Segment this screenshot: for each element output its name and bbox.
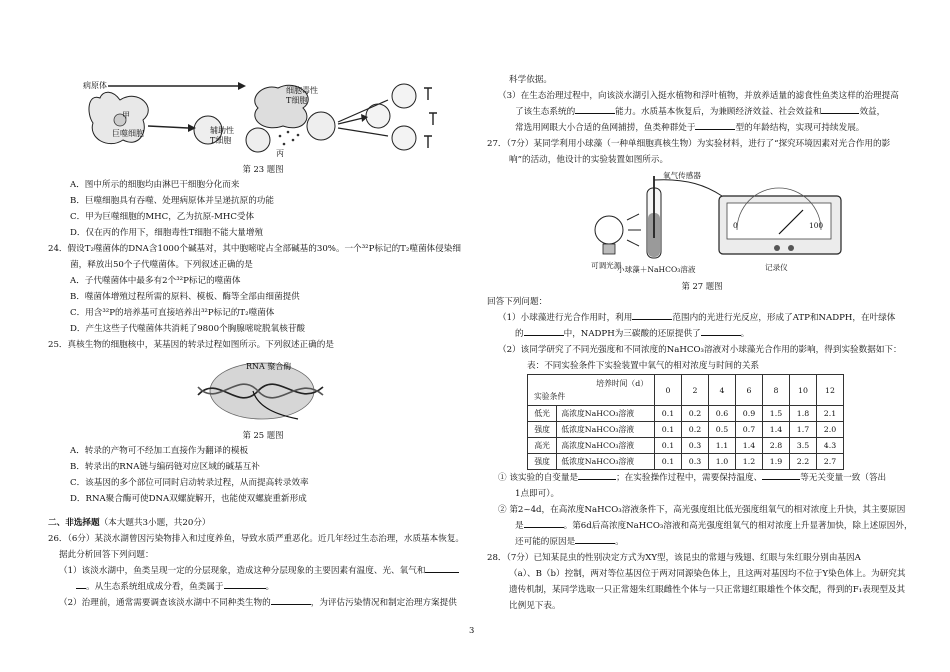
- table-cell: 0.3: [682, 438, 709, 454]
- table-cell: 1.2: [736, 454, 763, 470]
- table-cell: 0.1: [655, 406, 682, 422]
- q26-stem-line2: 据此分析回答下列问题：: [59, 550, 154, 560]
- table-cell: 0.7: [736, 422, 763, 438]
- table-cell: 2.7: [817, 454, 844, 470]
- q27-blank-6[interactable]: [524, 518, 564, 528]
- q26-stem-line1: 26．（6分）某淡水湖曾因污染物排入和过度养鱼，导致水质严重恶化。近几年经过生态治理，水质基本恢复。: [48, 534, 465, 544]
- label-pathogen: 病原体: [83, 81, 107, 90]
- left-column: [48, 0, 478, 611]
- q26-part3-line3: 常选用网眼大小合适的鱼网捕捞，鱼类种群处于 型的年龄结构，实现可持续发展。: [487, 120, 917, 136]
- table-day-header: 12: [817, 375, 844, 406]
- caption-27: 第 27 题图: [681, 281, 723, 291]
- table-cell: 1.4: [763, 422, 790, 438]
- q26-part3-line2: 了该生态系统的 能力。水质基本恢复后，为兼顾经济效益、社会效益和 效益，: [487, 104, 917, 120]
- table-cell: 1.1: [709, 438, 736, 454]
- label-jia: 甲: [122, 111, 130, 120]
- q26-part1-line2: 。从生态系统组成成分看，鱼类属于 。: [48, 579, 478, 595]
- q24-stem-line2: 菌，释放出50个子代噬菌体。下列叙述正确的是: [70, 260, 253, 270]
- table-cell: 高浓度NaHCO₃溶液: [557, 438, 655, 454]
- q24-option-c: C．用含³²P的培养基可直接培养出³²P标记的T₂噬菌体: [70, 308, 275, 318]
- oxygen-data-table: [527, 374, 844, 470]
- apparatus-diagram: [487, 168, 917, 278]
- table-cell: 高光: [528, 438, 557, 454]
- q26-part1-line1: （1）该淡水湖中，鱼类呈现一定的分层现象，造成这种分层现象的主要因素有温度、光、氧气和: [48, 563, 478, 579]
- q27-part1-line2: 的 中，NADPH为三碳酸的还原提供了 。: [487, 326, 917, 342]
- table-cell: 0.9: [736, 406, 763, 422]
- q25-option-c: C．该基因的多个部位可同时启动转录过程，从而提高转录效率: [70, 478, 309, 488]
- table-cell: 0.2: [682, 422, 709, 438]
- q27-table-title: 表：不同实验条件下实验装置中氧气的相对浓度与时间的关系: [527, 361, 760, 371]
- table-day-header: 4: [709, 375, 736, 406]
- table-cell: 高浓度NaHCO₃溶液: [557, 406, 655, 422]
- q27-sub1-line2: 1点即可）。: [515, 489, 560, 499]
- q25-option-a: A．转录的产物可不经加工直接作为翻译的模板: [70, 446, 249, 456]
- q28-line2: （a）、B（b）控制，两对等位基因位于两对同源染色体上，且这两对基因均不位于Y染色体上。为研究其: [509, 569, 906, 579]
- table-day-header: 0: [655, 375, 682, 406]
- dial-label-0: 0: [733, 221, 738, 230]
- q27-part2-line1: （2）该同学研究了不同光强度和不同浓度的NaHCO₃溶液对小球藻光合作用的影响，得到实验数据如下：: [498, 345, 902, 355]
- q27-blank-2[interactable]: [524, 326, 564, 336]
- table-day-header: 2: [682, 375, 709, 406]
- q27-ask: 回答下列问题：: [487, 297, 548, 307]
- q26-blank-3[interactable]: [271, 595, 311, 605]
- table-cell: 1.4: [736, 438, 763, 454]
- table-cell: 0.5: [709, 422, 736, 438]
- table-cell: 0.1: [655, 438, 682, 454]
- q25-stem: 25．真核生物的细胞核中，某基因的转录过程如图所示。下列叙述正确的是: [48, 340, 334, 350]
- table-cell: 强度: [528, 422, 557, 438]
- table-cell: 低浓度NaHCO₃溶液: [557, 454, 655, 470]
- q26-part2-line1: （2）治理前，通常需要调查该淡水湖中不同种类生物的 ，为评估污染情况和制定治理方案提供: [48, 595, 478, 611]
- figure-27: [487, 168, 917, 278]
- q27-part1-line1: （1）小球藻进行光合作用时，利用 范围内的光进行光反应，形成了ATP和NADPH，在叶绿体: [487, 310, 917, 326]
- table-cell: 2.8: [763, 438, 790, 454]
- q23-option-b: B．巨噬细胞具有吞噬、处理病原体并呈递抗原的功能: [70, 196, 274, 206]
- label-tube: 小球藻＋NaHCO₃溶液: [617, 265, 696, 274]
- q24-option-b: B．噬菌体增殖过程所需的原料、模板、酶等全部由细菌提供: [70, 292, 300, 302]
- label-macrophage: 巨噬细胞: [112, 129, 144, 138]
- q26-blank-1b[interactable]: [76, 579, 86, 589]
- caption-23: 第 23 题图: [242, 164, 284, 174]
- q26-part3-line1: （3）在生态治理过程中，向该淡水湖引入挺水植物和浮叶植物，并放养适量的滤食性鱼类这样的治理提高: [498, 91, 899, 101]
- q28-line1: 28．（7分）已知某昆虫的性别决定方式为XY型，该昆虫的常翅与残翅、红眼与朱红眼分别由基因A: [487, 553, 861, 563]
- table-cell: 低光: [528, 406, 557, 422]
- label-rna-polymerase: RNA 聚合酶: [246, 362, 292, 371]
- section-2-heading: [48, 515, 478, 531]
- label-cytotoxic-t: 细胞毒性 T细胞: [286, 86, 318, 105]
- q26-blank-1[interactable]: [425, 563, 459, 573]
- q26-blank-6[interactable]: [695, 120, 735, 130]
- q23-option-c: C．甲为巨噬细胞的MHC，乙为抗原-MHC受体: [70, 212, 255, 222]
- table-cell: 3.5: [790, 438, 817, 454]
- table-corner: 培养时间（d） 实验条件: [528, 375, 655, 406]
- table-cell: 1.0: [709, 454, 736, 470]
- table-cell: 1.7: [790, 422, 817, 438]
- figure-23: [48, 78, 478, 158]
- table-cell: 1.9: [763, 454, 790, 470]
- q27-sub2-line1: ② 第2~4d，在高浓度NaHCO₃溶液条件下，高光强度组比低光强度组氧气的相对浓度上升快，其主要原因: [498, 505, 906, 515]
- figure-25: [48, 353, 478, 423]
- q24-stem-line1: 24．假设T₂噬菌体的DNA含1000个碱基对，其中胞嘧啶占全部碱基的30%。一个³²P标记的T₂噬菌体侵染细: [48, 244, 461, 254]
- table-cell: 0.2: [682, 406, 709, 422]
- q26-part2-line2: 科学依据。: [509, 75, 552, 85]
- section-2-note: （本大题共3小题，共20分）: [99, 518, 211, 528]
- q27-blank-3[interactable]: [701, 326, 741, 336]
- label-recorder: 记录仪: [765, 263, 788, 272]
- q27-blank-4[interactable]: [578, 470, 616, 480]
- table-header-row: [528, 375, 844, 406]
- label-oxygen-sensor: 氧气传感器: [663, 171, 701, 180]
- q23-option-a: A．图中所示的细胞均由淋巴干细胞分化而来: [70, 180, 240, 190]
- q27-blank-5[interactable]: [762, 470, 800, 480]
- page-number: 3: [469, 625, 475, 635]
- table-row: [528, 406, 844, 422]
- caption-25: 第 25 题图: [242, 430, 284, 440]
- q27-stem-line1: 27．（7分）某同学利用小球藻（一种单细胞真核生物）为实验材料，进行了“探究环境因素对光合作用的影: [487, 139, 891, 149]
- q27-sub2-line3: 还可能的原因是 。: [487, 534, 917, 550]
- table-cell: 0.3: [682, 454, 709, 470]
- q25-option-d: D．RNA聚合酶可使DNA双螺旋解开，也能使双螺旋重新形成: [70, 494, 307, 504]
- label-bing: 丙: [276, 149, 284, 158]
- table-day-header: 6: [736, 375, 763, 406]
- table-row: [528, 422, 844, 438]
- table-day-header: 8: [763, 375, 790, 406]
- table-row: [528, 454, 844, 470]
- q27-blank-7[interactable]: [575, 534, 615, 544]
- right-column: [487, 72, 917, 614]
- q26-blank-5[interactable]: [821, 104, 859, 114]
- q27-stem-line2: 响”的活动，他设计的实验装置如图所示。: [509, 155, 669, 165]
- dial-label-100: 100: [809, 221, 824, 230]
- q28-line3: 遗传机制，某同学选取一只正常翅朱红眼雌性个体与一只正常翅红眼雄性个体交配，得到的F₁表现型及其: [509, 585, 906, 595]
- table-cell: 低浓度NaHCO₃溶液: [557, 422, 655, 438]
- table-cell: 4.3: [817, 438, 844, 454]
- table-row: [528, 438, 844, 454]
- q27-sub2-line2: 是 。第6d后高浓度NaHCO₃溶液和高光强度组氧气的相对浓度上升显著加快，除上述原因外，: [487, 518, 917, 534]
- q26-blank-4[interactable]: [575, 104, 615, 114]
- q26-blank-2[interactable]: [224, 579, 266, 589]
- table-cell: 2.1: [817, 406, 844, 422]
- q25-option-b: B．转录出的RNA链与编码链对应区域的碱基互补: [70, 462, 260, 472]
- section-2-title: 二、非选择题: [48, 518, 100, 528]
- table-cell: 0.1: [655, 422, 682, 438]
- q27-blank-1[interactable]: [632, 310, 672, 320]
- q27-sub1-line1: ① 该实验的自变量是 ；在实验操作过程中，需要保持温度、 等无关变量一致（答出: [487, 470, 917, 486]
- q24-option-d: D．产生这些子代噬菌体共消耗了9800个胸腺嘧啶脱氧核苷酸: [70, 324, 306, 334]
- label-lamp: 可调光源: [591, 261, 622, 270]
- q23-option-d: D．仅在丙的作用下，细胞毒性T细胞不能大量增殖: [70, 228, 264, 238]
- table-cell: 强度: [528, 454, 557, 470]
- q24-option-a: A．子代噬菌体中最多有2个³²P标记的噬菌体: [70, 276, 241, 286]
- table-cell: 0.6: [709, 406, 736, 422]
- table-cell: 1.8: [790, 406, 817, 422]
- table-cell: 1.5: [763, 406, 790, 422]
- table-cell: 0.1: [655, 454, 682, 470]
- q28-line4: 比例见下表。: [509, 601, 561, 611]
- label-helper-t: 辅助性 T细胞: [210, 126, 234, 145]
- immune-diagram: [48, 78, 478, 158]
- table-cell: 2.0: [817, 422, 844, 438]
- table-cell: 2.2: [790, 454, 817, 470]
- table-day-header: 10: [790, 375, 817, 406]
